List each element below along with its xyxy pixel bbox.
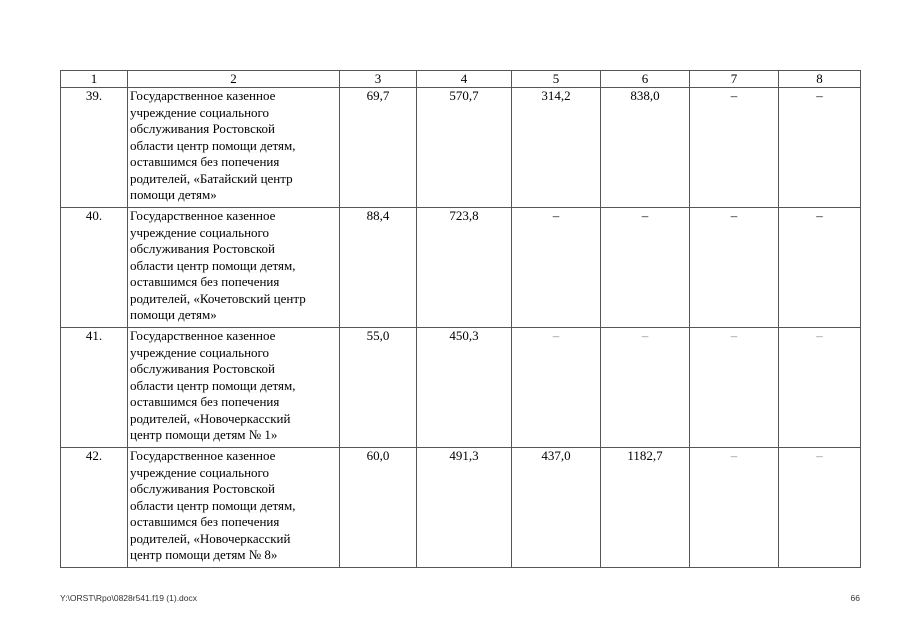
cell-col8: – [779, 208, 861, 328]
column-header-8: 8 [779, 71, 861, 88]
cell-col7: – [690, 328, 779, 448]
row-number: 42. [61, 448, 128, 568]
cell-col3: 60,0 [340, 448, 417, 568]
footer-file-path: Y:\ORST\Rpo\0828r541.f19 (1).docx [60, 593, 198, 603]
cell-col7: – [690, 208, 779, 328]
institution-name [128, 448, 340, 568]
institution-name-text: Государственное казенное учреждение социального обслуживания Ростовской области центр помощи детям, оставшимся без попечения родителей, «Батайский центр помощи детям» [130, 88, 296, 202]
data-table [60, 70, 861, 568]
cell-col8: – [779, 88, 861, 208]
column-header-5: 5 [512, 71, 601, 88]
column-header-7: 7 [690, 71, 779, 88]
cell-col4: 491,3 [417, 448, 512, 568]
column-header-3: 3 [340, 71, 417, 88]
cell-col8: – [779, 328, 861, 448]
institution-name [128, 88, 340, 208]
institution-name [128, 328, 340, 448]
cell-col8: – [779, 448, 861, 568]
cell-col6: – [601, 328, 690, 448]
cell-col3: 55,0 [340, 328, 417, 448]
cell-col5: – [512, 208, 601, 328]
table-row [61, 88, 861, 208]
table-row [61, 208, 861, 328]
institution-name [128, 208, 340, 328]
cell-col6: 1182,7 [601, 448, 690, 568]
institution-name-text: Государственное казенное учреждение социального обслуживания Ростовской области центр помощи детям, оставшимся без попечения родителей, «Новочеркасский центр помощи детям № 1» [130, 328, 296, 442]
cell-col5: – [512, 328, 601, 448]
column-header-4: 4 [417, 71, 512, 88]
cell-col3: 88,4 [340, 208, 417, 328]
row-number: 40. [61, 208, 128, 328]
column-header-1: 1 [61, 71, 128, 88]
column-header-6: 6 [601, 71, 690, 88]
cell-col4: 570,7 [417, 88, 512, 208]
cell-col5: 437,0 [512, 448, 601, 568]
cell-col7: – [690, 448, 779, 568]
cell-col6: 838,0 [601, 88, 690, 208]
cell-col3: 69,7 [340, 88, 417, 208]
footer-page-number: 66 [850, 593, 860, 603]
institution-name-text: Государственное казенное учреждение социального обслуживания Ростовской области центр помощи детям, оставшимся без попечения родителей, «Кочетовский центр помощи детям» [130, 208, 306, 322]
cell-col5: 314,2 [512, 88, 601, 208]
row-number: 39. [61, 88, 128, 208]
institution-name-text: Государственное казенное учреждение социального обслуживания Ростовской области центр помощи детям, оставшимся без попечения родителей, «Новочеркасский центр помощи детям № 8» [130, 448, 296, 562]
cell-col7: – [690, 88, 779, 208]
row-number: 41. [61, 328, 128, 448]
cell-col6: – [601, 208, 690, 328]
header-row [61, 71, 861, 88]
table-row [61, 328, 861, 448]
cell-col4: 450,3 [417, 328, 512, 448]
cell-col4: 723,8 [417, 208, 512, 328]
column-header-2: 2 [128, 71, 340, 88]
table-row [61, 448, 861, 568]
